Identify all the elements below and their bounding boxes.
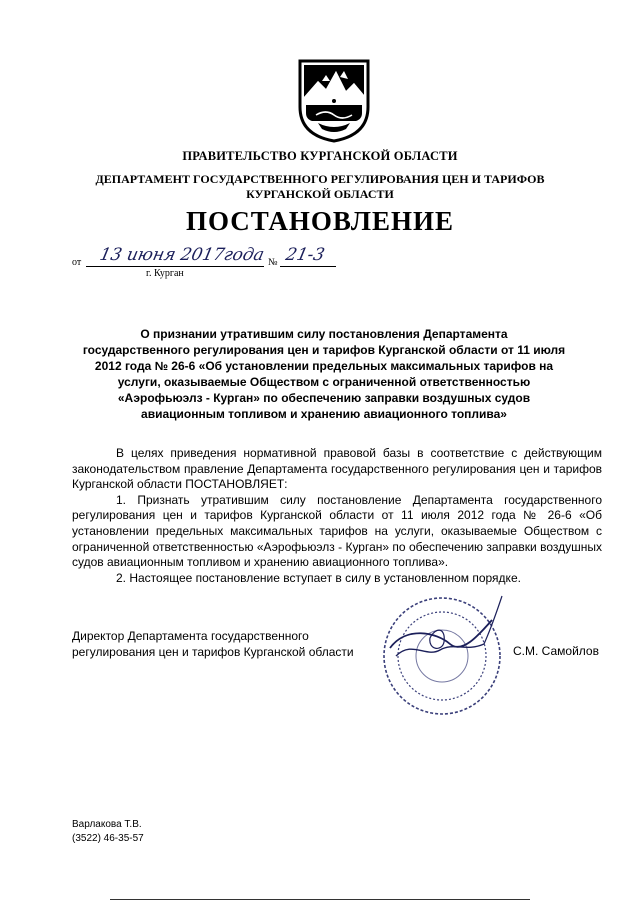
scan-edge-line xyxy=(110,899,530,900)
executor-phone: (3522) 46-35-57 xyxy=(72,833,144,844)
signatory-name: С.М. Самойлов xyxy=(513,644,599,658)
subject-line: О признании утратившим силу постановления Департамента xyxy=(140,327,508,341)
city-label: г. Курган xyxy=(146,268,184,279)
department-title xyxy=(0,172,640,202)
executor-info xyxy=(72,818,144,846)
signatory-position-line1: Директор Департамента государственного xyxy=(72,629,309,643)
body-paragraph-item-1: 1. Признать утратившим силу постановление Департамента государственного регулирования цен и тарифов Курганской области от 11 июля 2012 года № 26-6 «Об установлении предельных максимальных тарифов на услуги, оказываемые Обществом с ограниченной ответственностью «Аэрофьюэлз - Курган» по обеспечению заправки воздушных судов авиационным топливом и хранению авиационного топлива». xyxy=(72,492,602,570)
document-body xyxy=(72,446,602,586)
official-seal-stamp xyxy=(366,586,508,728)
from-label: от xyxy=(72,257,82,268)
body-paragraph-item-2: 2. Настоящее постановление вступает в силу в установленном порядке. xyxy=(116,570,521,585)
subject-line: авиационным топливом и хранению авиационного топлива» xyxy=(141,407,507,421)
document-type: ПОСТАНОВЛЕНИЕ xyxy=(185,206,455,236)
subject-line: «Аэрофьюэлз - Курган» по обеспечению заправки воздушных судов xyxy=(117,391,531,405)
coat-of-arms-icon xyxy=(296,57,372,143)
executor-name: Варлакова Т.В. xyxy=(72,819,142,830)
handwritten-date: 13 июня 2017года xyxy=(97,245,266,265)
signatory-position xyxy=(72,628,354,660)
document-subject xyxy=(68,326,580,422)
handwritten-number: 21-3 xyxy=(283,245,327,265)
date-number-line xyxy=(72,245,372,270)
subject-line: государственного регулирования цен и тарифов Курганской области от 11 июля xyxy=(82,343,566,357)
department-title-line2: КУРГАНСКОЙ ОБЛАСТИ xyxy=(246,187,394,201)
department-title-line1: ДЕПАРТАМЕНТ ГОСУДАРСТВЕННОГО РЕГУЛИРОВАНИЯ ЦЕН И ТАРИФОВ xyxy=(95,172,545,186)
subject-line: услуги, оказываемые Обществом с ограниченной ответственностью xyxy=(117,375,531,389)
signatory-position-line2: регулирования цен и тарифов Курганской области xyxy=(72,645,354,659)
number-label: № xyxy=(268,257,278,268)
body-paragraph-preamble: В целях приведения нормативной правовой базы в соответствие с действующим законодательством правление Департамента государственного регулирования цен и тарифов Курганской области ПОСТАНОВЛЯЕТ: xyxy=(72,446,602,492)
government-title: ПРАВИТЕЛЬСТВО КУРГАНСКОЙ ОБЛАСТИ xyxy=(182,149,458,163)
subject-line: 2012 года № 26-6 «Об установлении предельных максимальных тарифов на xyxy=(94,359,554,373)
